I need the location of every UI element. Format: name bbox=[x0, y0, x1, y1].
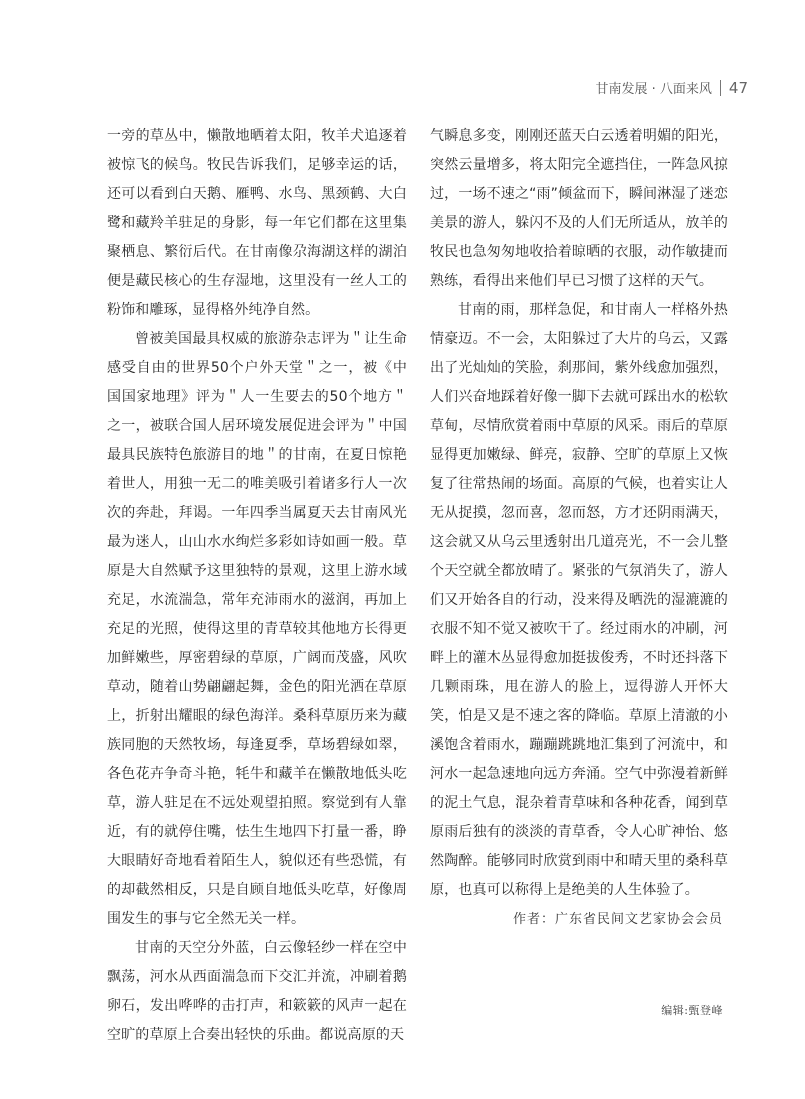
paragraph: 气瞬息多变，刚刚还蓝天白云透着明媚的阳光，突然云量增多，将太阳完全遮挡住，一阵急风掠过，一场不速之“雨”倾盆而下，瞬间淋湿了迷恋美景的游人，躲闪不及的人们无所适从，放羊的牧民也急匆匆地收拾着晾晒的衣服，动作敏捷而熟练，看得出来他们早已习惯了这样的天气。 bbox=[430, 128, 728, 289]
paragraph: 一旁的草丛中，懒散地晒着太阳，牧羊犬追逐着被惊飞的候鸟。牧民告诉我们，足够幸运的话，还可以看到白天鹅、雁鸭、水鸟、黑颈鹤、大白鹭和藏羚羊驻足的身影，每一年它们都在这里集聚栖息、繁衍后代。在甘南像尕海湖这样的湖泊便是藏民核心的生存湿地，这里没有一丝人工的粉饰和雕琢，显得格外纯净自然。 bbox=[107, 128, 407, 318]
article-column-left bbox=[107, 122, 407, 1050]
article-column-right bbox=[430, 122, 728, 905]
paragraph: 甘南的天空分外蓝，白云像轻纱一样在空中飘荡，河水从西面湍急而下交汇并流，冲刷着鹅卵石，发出哗哗的击打声，和簌簌的风声一起在空旷的草原上合奏出轻快的乐曲。都说高原的天 bbox=[107, 940, 407, 1043]
section-title: 甘南发展 · 八面来风 bbox=[595, 82, 712, 97]
running-head bbox=[596, 78, 749, 97]
page-number: 47 bbox=[728, 78, 748, 97]
author-byline: 作者：广东省民间文艺家协会会员 bbox=[512, 912, 723, 927]
paragraph: 甘南的雨，那样急促，和甘南人一样格外热情豪迈。不一会，太阳躲过了大片的乌云，又露出了光灿灿的笑脸，刹那间，紫外线愈加强烈，人们兴奋地踩着好像一脚下去就可踩出水的松软草甸，尽情欣赏着雨中草原的风采。雨后的草原显得更加嫩绿、鲜亮，寂静、空旷的草原上又恢复了往常热闹的场面。高原的气候，也着实让人无从捉摸，忽而喜，忽而怒，方才还阴雨满天，这会就又从乌云里透射出几道亮光，不一会儿整个天空就全都放晴了。紧张的气氛消失了，游人们又开始各自的行动，没来得及晒洗的湿漉漉的衣服不知不觉又被吹干了。经过雨水的冲刷，河畔上的灌木丛显得愈加挺拔俊秀，不时还抖落下几颗雨珠，甩在游人的脸上，逗得游人开怀大笑，怕是又是不速之客的降临。草原上清澈的小溪饱含着雨水，蹦蹦跳跳地汇集到了河流中，和河水一起急速地向远方奔涌。空气中弥漫着新鲜的泥土气息，混杂着青草味和各种花香，闻到草原雨后独有的淡淡的青草香，令人心旷神怡、悠然陶醉。能够同时欣赏到雨中和晴天里的桑科草原，也真可以称得上是绝美的人生体验了。 bbox=[430, 302, 728, 898]
editor-credit: 编辑:甄登峰 bbox=[661, 1004, 723, 1017]
paragraph: 曾被美国最具权威的旅游杂志评为＂让生命感受自由的世界50个户外天堂＂之一，被《中国国家地理》评为＂人一生要去的50个地方＂之一，被联合国人居环境发展促进会评为＂中国最具民族特色旅游目的地＂的甘南，在夏日惊艳着世人，用独一无二的唯美吸引着诸多行人一次次的奔赴，拜谒。一年四季当属夏天去甘南风光最为迷人，山山水水绚烂多彩如诗如画一般。草原是大自然赋予这里独特的景观，这里上游水域充足，水流湍急，常年充沛雨水的滋润，再加上充足的光照，使得这里的青草较其他地方长得更加鲜嫩些，厚密碧绿的草原，广阔而茂盛，风吹草动，随着山势翩翩起舞，金色的阳光洒在草原上，折射出耀眼的绿色海洋。桑科草原历来为藏族同胞的天然牧场，每逢夏季，草场碧绿如翠，各色花卉争奇斗艳，牦牛和藏羊在懒散地低头吃草，游人驻足在不远处观望拍照。察觉到有人靠近，有的就停住嘴，怯生生地四下打量一番，睁大眼睛好奇地看着陌生人，貌似还有些恐慌，有的却截然相反，只是自顾自地低头吃草，好像周围发生的事与它全然无关一样。 bbox=[107, 331, 407, 927]
header-divider bbox=[720, 80, 721, 96]
